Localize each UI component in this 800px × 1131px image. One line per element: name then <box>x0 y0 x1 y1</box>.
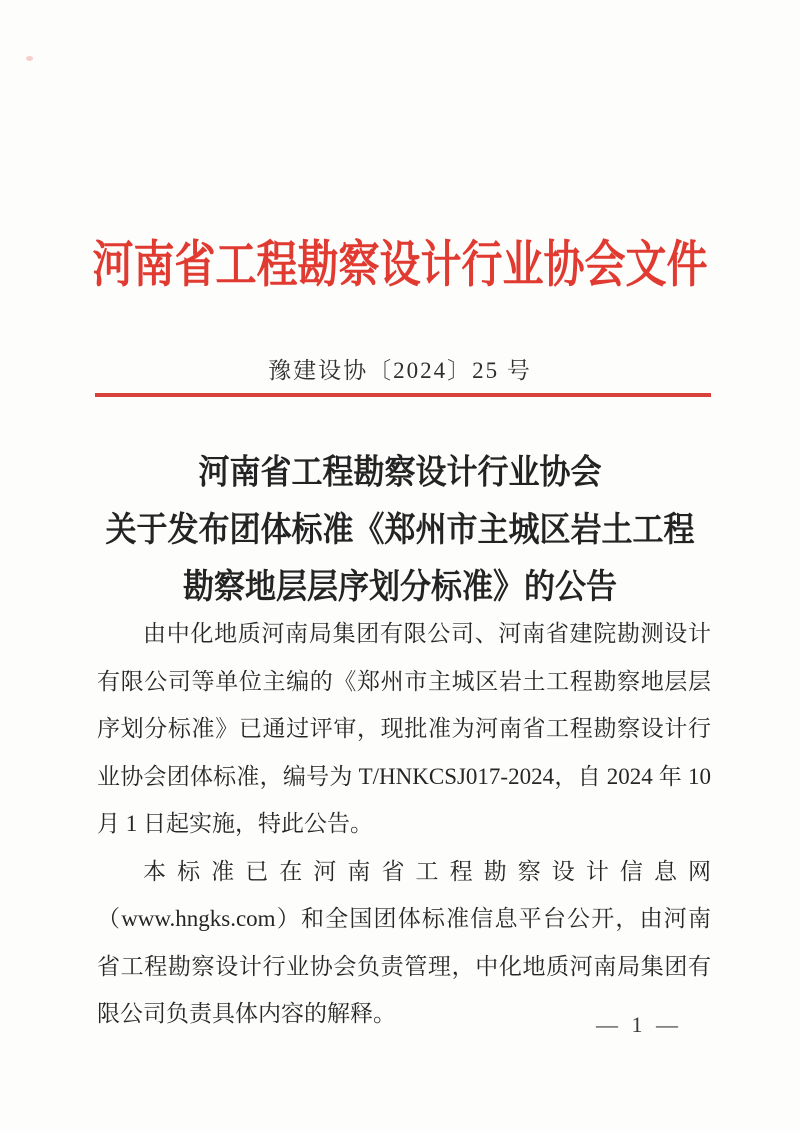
notice-title-line-2: 关于发布团体标准《郑州市主城区岩土工程 <box>105 510 695 549</box>
notice-title-line-1: 河南省工程勘察设计行业协会 <box>198 452 602 492</box>
page-number: — 1 — <box>596 1012 682 1037</box>
document-reference-number: 豫建设协〔2024〕25 号 <box>268 358 532 383</box>
body-paragraph-2: 本标准已在河南省工程勘察设计信息网（www.hngks.com）和全国团体标准信息平台公开，由河南省工程勘察设计行业协会负责管理，中化地质河南局集团有限公司负责具体内容的解释。 <box>97 858 711 1026</box>
body-paragraph-1: 由中化地质河南局集团有限公司、河南省建院勘测设计有限公司等单位主编的《郑州市主城区岩土工程勘察地层层序划分标准》已通过评审，现批准为河南省工程勘察设计行业协会团体标准，编号为 T/HNKCSJ017-2024，自 2024 年 10 月 1 日起实施，特此公告。 <box>97 621 711 836</box>
notice-title <box>60 444 740 616</box>
org-letterhead-banner: 河南省工程勘察设计行业协会文件 <box>92 236 708 293</box>
red-divider-line <box>95 393 711 397</box>
notice-body <box>97 610 711 1038</box>
scan-artifact-speck <box>26 56 33 61</box>
notice-title-line-3: 勘察地层层序划分标准》的公告 <box>183 567 617 606</box>
